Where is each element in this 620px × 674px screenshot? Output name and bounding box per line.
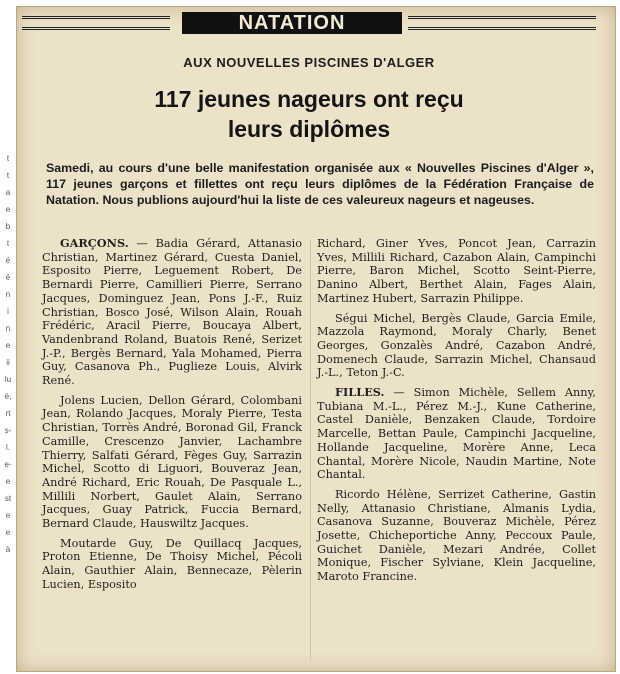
names-paragraph: Moutarde Guy, De Quillacq Jacques, Proton Etienne, De Thoisy Michel, Pécoli Alain, Gauthier Alain, Bennecaze, Pèlerin Lucien, Esposito	[42, 536, 302, 591]
right-column	[317, 237, 596, 590]
margin-mark: t	[6, 171, 10, 180]
masthead-rule-right	[408, 16, 596, 30]
margin-mark: a	[5, 188, 11, 197]
margin-mark: t	[6, 154, 10, 163]
margin-mark: st	[4, 494, 12, 503]
margin-mark: e	[5, 511, 11, 520]
boys-label: GARÇONS.	[60, 236, 129, 250]
article-lead: Samedi, au cours d'une belle manifestation organisée aux « Nouvelles Piscines d'Alger », 117 jeunes garçons et fillettes ont reçu leurs diplômes de la Fédération Française de Natation. Nous publions aujourd'hui la liste de ces valeureux nageurs et nageuses.	[46, 161, 594, 207]
margin-mark: l.	[6, 443, 10, 452]
margin-mark: b	[5, 222, 11, 231]
margin-mark: e	[5, 528, 11, 537]
headline-line-2: leurs diplômes	[227, 116, 391, 142]
section-title: NATATION	[182, 12, 402, 34]
margin-mark: ii	[6, 358, 10, 367]
headline-line-1: 117 jeunes nageurs ont reçu	[154, 86, 464, 112]
left-column	[42, 237, 302, 598]
boys-names: — Badia Gérard, Attanasio Christian, Martinez Gérard, Cuesta Daniel, Esposito Pierre, Leguement Robert, De Bernardi Pierre, Camillieri Pierre, Serrano Jacques, Dominguez Jean, Pons J.-F., Ruiz Christian, Bosco José, Wilson Alain, Rouah Frédéric, Aracil Pierre, Boucaya Albert, Vandenbrand Roland, Buatois René, Serizet J.-P., Bergès Bernard, Yala Mohamed, Pierra Guy, Casanova Ph., Puglieze Louis, Alvirk René.	[42, 237, 302, 388]
margin-mark: n	[5, 324, 11, 333]
article-headline	[22, 84, 596, 144]
section-masthead	[22, 12, 596, 34]
names-paragraph: Richard, Giner Yves, Poncot Jean, Carrazin Yves, Millili Richard, Cazabon Alain, Campinchi Pierre, Baron Michel, Scotto Seint-Pierre, Danino Albert, Berthet Alain, Fages Alain, Martinez Hubert, Sarrazin Philippe.	[317, 237, 596, 305]
column-divider	[310, 240, 311, 660]
masthead-rule-left	[22, 16, 170, 30]
article-kicker: AUX NOUVELLES PISCINES D'ALGER	[183, 55, 435, 70]
margin-mark: e	[5, 341, 11, 350]
margin-mark: é	[5, 273, 11, 282]
margin-mark: rt	[5, 409, 11, 418]
margin-mark: i	[7, 307, 9, 316]
margin-mark: lu	[4, 375, 12, 384]
margin-mark: é,	[4, 392, 12, 401]
girls-label: FILLES.	[335, 385, 385, 400]
margin-mark: e	[5, 477, 11, 486]
margin-mark: e	[5, 205, 11, 214]
margin-mark: é	[5, 256, 11, 265]
boys-list-paragraph	[42, 237, 302, 388]
margin-mark: e-	[4, 460, 12, 469]
adjacent-column-fragments	[0, 150, 16, 630]
margin-mark: t	[6, 239, 10, 248]
girls-names: — Simon Michèle, Sellem Anny, Tubiana M.-L., Pérez M.-J., Kune Catherine, Castel Danièle, Benzaken Claude, Tordoire Marcelle, Bettan Paule, Campinchi Jacqueline, Hollande Jacqueline, Morère Anne, Leca Chantal, Morère Nicole, Naudin Martine, Note Chantal.	[317, 386, 596, 482]
girls-list-paragraph	[317, 386, 596, 482]
names-paragraph: Ségui Michel, Bergès Claude, Garcia Emile, Mazzola Raymond, Moraly Charly, Benet Georges, Gonzalès André, Cazabon André, Domenech Claude, Sarrazin Michel, Chansaud J.-L., Teton J.-C.	[317, 311, 596, 380]
names-paragraph: Jolens Lucien, Dellon Gérard, Colombani Jean, Rolando Jacques, Moraly Pierre, Testa Christian, Torrès André, Boronad Gil, Franck Camille, Crescenzo Janvier, Lachambre Thierry, Salfati Gérard, Fèges Guy, Sarrazin Michel, Scotto di Liguori, Bouveraz Jean, André Richard, Eric Rouah, De Pasquale L., Millili Norbert, Gaulet Alain, Serrano Jacques, Guay Patrick, Fuccia Bernard, Bernard Claude, Hauswiltz Jacques.	[42, 393, 302, 531]
margin-mark: s-	[4, 426, 12, 435]
margin-mark: n	[5, 290, 11, 299]
margin-mark: à	[5, 545, 11, 554]
names-paragraph: Ricordo Hélène, Serrizet Catherine, Gastin Nelly, Attanasio Christiane, Almanis Lydia, Casanova Suzanne, Bouveraz Michèle, Pérez Josette, Chicheportiche Anny, Peccoux Paule, Guichet Danièle, Mezari Andrée, Collet Monique, Fischer Sylviane, Klein Jacqueline, Maroto Francine.	[317, 487, 596, 584]
